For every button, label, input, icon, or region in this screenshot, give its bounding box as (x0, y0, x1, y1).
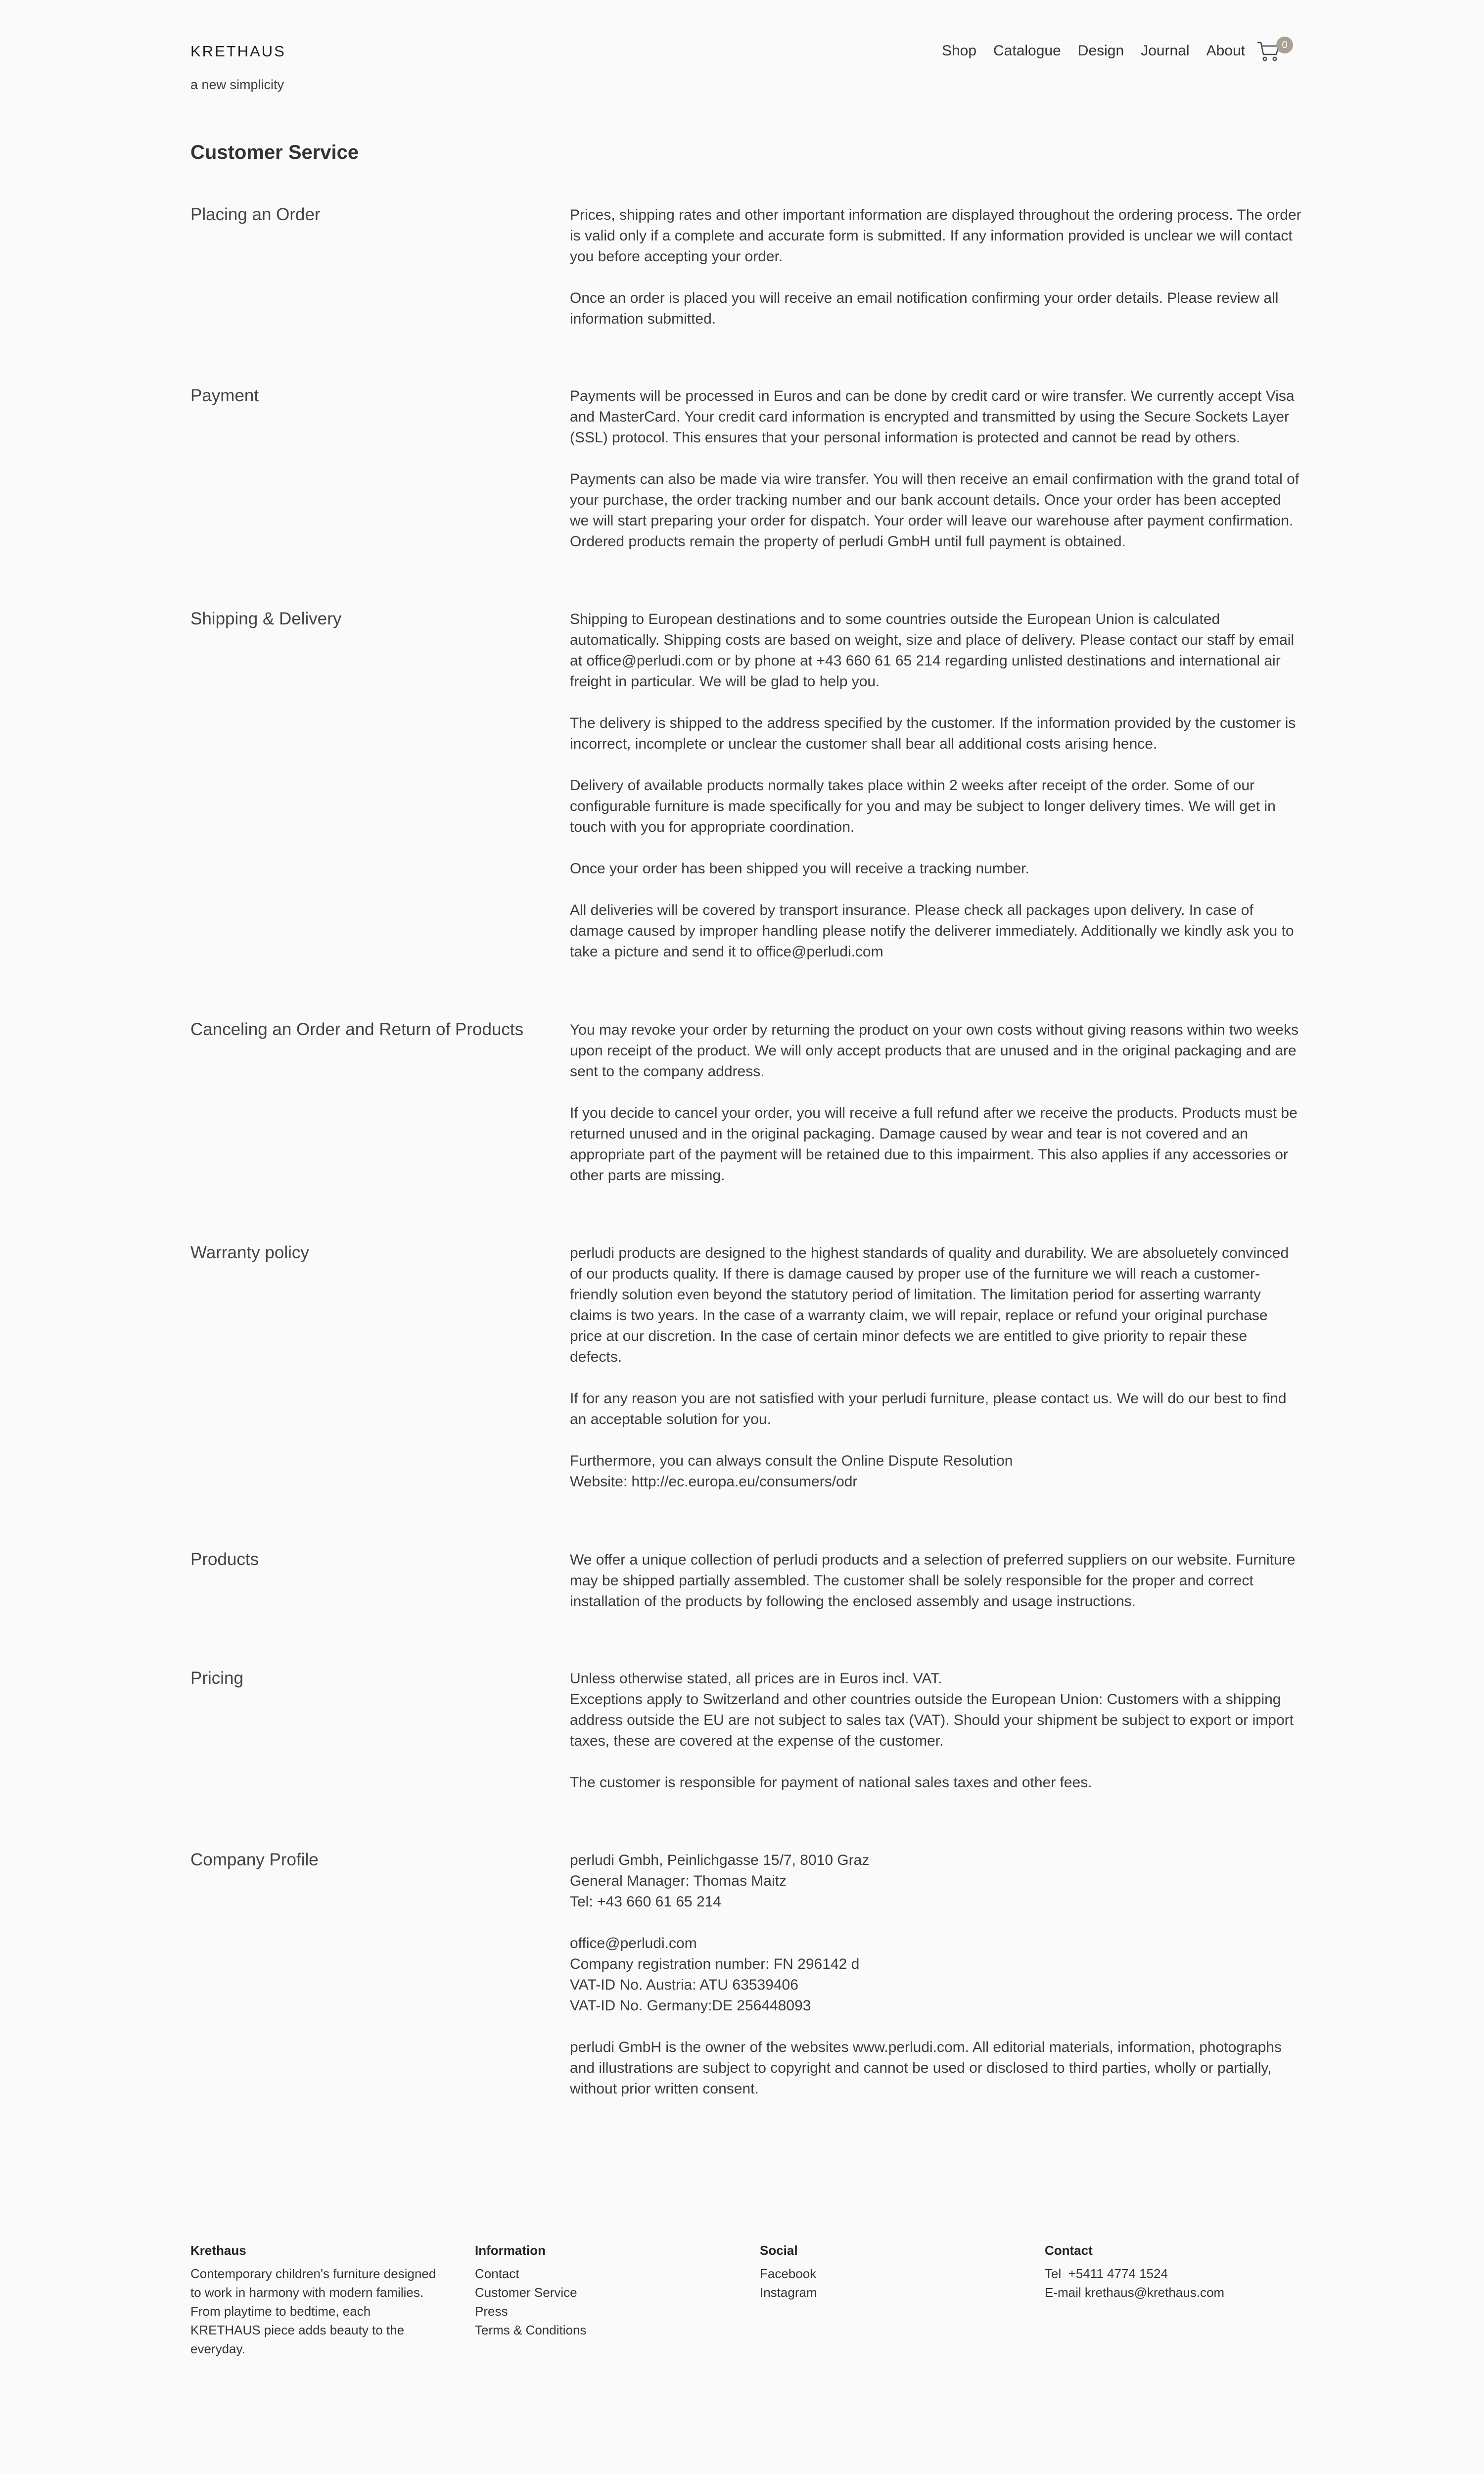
footer-link-contact[interactable]: Contact (475, 2266, 519, 2281)
section-paragraph: perludi products are designed to the highest standards of quality and durability. We are absoluetely convinced of our products quality. If there is damage caused by proper use of the furniture we will reach a customer-friendly solution even beyond the statutory period of limitation. The limitation period for asserting warranty claims is two years. In the case of a warranty claim, we will repair, replace or refund your original purchase price at our discretion. In the case of certain minor defects we are entitled to give priority to repair these defects. (570, 1245, 1289, 1365)
page-title: Customer Service (190, 142, 359, 163)
nav-catalogue[interactable]: Catalogue (993, 43, 1061, 59)
section-body (570, 1850, 1302, 2120)
footer-link-facebook[interactable]: Facebook (760, 2266, 817, 2281)
section-label: Placing an Order (190, 205, 321, 224)
footer-information-title: Information (475, 2243, 546, 2258)
section-label: Canceling an Order and Return of Products (190, 1020, 524, 1039)
section-paragraph: Furthermore, you can always consult the Online Dispute Resolution Website: http://ec.europa.eu/consumers/odr (570, 1453, 1013, 1490)
footer-about-title: Krethaus (190, 2243, 246, 2258)
section-body (570, 1243, 1302, 1513)
section-paragraph: The delivery is shipped to the address specified by the customer. If the information provided by the customer is incorrect, incomplete or unclear the customer shall bear all additional costs arising hence. (570, 715, 1296, 752)
section-paragraph: Shipping to European destinations and to some countries outside the European Union is calculated automatically. Shipping costs are based on weight, size and place of delivery. Please contact our staff by email at office@perludi.com or by phone at +43 660 61 65 214 regarding unlisted destinations and international air freight in particular. We will be glad to help you. (570, 611, 1295, 690)
footer-link-press[interactable]: Press (475, 2304, 508, 2319)
section-label: Products (190, 1550, 259, 1569)
section-paragraph: The customer is responsible for payment of national sales taxes and other fees. (570, 1774, 1092, 1791)
section-body (570, 386, 1302, 573)
section-paragraph: Once an order is placed you will receive an email notification confirming your order details. Please review all information submitted. (570, 290, 1279, 327)
section-label: Company Profile (190, 1850, 319, 1869)
section-label: Payment (190, 386, 259, 405)
section-body (570, 609, 1302, 983)
logo-link[interactable]: KRETHAUS (190, 43, 286, 60)
section-paragraph: Unless otherwise stated, all prices are in Euros incl. VAT. Exceptions apply to Switzerland and other countries outside the European Union: Customers with a shipping address outside the EU are not subject to sales tax (VAT). Should your shipment be subject to export or import taxes, these are covered at the expense of the customer. (570, 1670, 1294, 1749)
footer-social-title: Social (760, 2243, 798, 2258)
footer-link-customer-service[interactable]: Customer Service (475, 2285, 577, 2300)
footer-about-text: Contemporary children's furniture designed to work in harmony with modern families. From playtime to bedtime, each KRETHAUS piece adds beauty to the everyday. (190, 2266, 436, 2356)
section-paragraph: We offer a unique collection of perludi products and a selection of preferred suppliers on our website. Furniture may be shipped partially assembled. The customer shall be solely responsible for the proper and correct installation of the products by following the enclosed assembly and usage instructions. (570, 1552, 1296, 1610)
cart-count-badge: 0 (1276, 37, 1293, 53)
section-paragraph: All deliveries will be covered by transport insurance. Please check all packages upon delivery. In case of damage caused by improper handling please notify the deliverer immediately. Additionally we kindly ask you to take a picture and send it to office@perludi.com (570, 902, 1294, 960)
footer-about (190, 2241, 438, 2358)
footer-contact (1045, 2241, 1292, 2302)
section-label: Warranty policy (190, 1243, 309, 1262)
nav-about[interactable]: About (1206, 43, 1245, 59)
section-paragraph: perludi GmbH is the owner of the websites www.perludi.com. All editorial materials, information, photographs and illustrations are subject to copyright and cannot be used or disclosed to third parties, wholly or partially, without prior written consent. (570, 2039, 1282, 2097)
section-paragraph: You may revoke your order by returning the product on your own costs without giving reasons within two weeks upon receipt of the product. We will only accept products that are unused and in the original packaging and are sent to the company address. (570, 1022, 1298, 1080)
footer-link-instagram[interactable]: Instagram (760, 2285, 817, 2300)
nav-shop[interactable]: Shop (941, 43, 977, 59)
section-paragraph: office@perludi.com Company registration number: FN 296142 d VAT-ID No. Austria: ATU 63539406 VAT-ID No. Germany:DE 256448093 (570, 1935, 860, 2014)
main-nav (925, 43, 1245, 59)
nav-journal[interactable]: Journal (1141, 43, 1190, 59)
section-paragraph: Payments can also be made via wire transfer. You will then receive an email confirmation with the grand total of your purchase, the order tracking number and our bank account details. Once your order has been accepted we will start preparing your order for dispatch. Your order will leave our warehouse after payment confirmation. Ordered products remain the property of perludi GmbH until full payment is obtained. (570, 471, 1299, 550)
footer-contact-email: E-mail krethaus@krethaus.com (1045, 2285, 1225, 2300)
section-paragraph: If for any reason you are not satisfied with your perludi furniture, please contact us. We will do our best to find an acceptable solution for you. (570, 1390, 1287, 1427)
footer-contact-phone: Tel +5411 4774 1524 (1045, 2266, 1168, 2281)
section-label: Shipping & Delivery (190, 609, 342, 628)
nav-design[interactable]: Design (1077, 43, 1124, 59)
section-label: Pricing (190, 1668, 243, 1688)
footer-information (475, 2241, 722, 2339)
section-paragraph: perludi Gmbh, Peinlichgasse 15/7, 8010 Graz General Manager: Thomas Maitz Tel: +43 660 61 65 214 (570, 1852, 870, 1910)
footer-social (760, 2241, 1007, 2302)
footer-link-terms[interactable]: Terms & Conditions (475, 2323, 587, 2337)
tagline: a new simplicity (190, 77, 284, 92)
section-body (570, 205, 1302, 350)
section-paragraph: If you decide to cancel your order, you will receive a full refund after we receive the products. Products must be returned unused and in the original packaging. Damage caused by wear and tear is not covered and an appropriate part of the payment will be retained due to this impairment. This also applies if any accessories or other parts are missing. (570, 1105, 1298, 1184)
section-body (570, 1668, 1302, 1814)
footer-contact-title: Contact (1045, 2243, 1093, 2258)
section-body (570, 1020, 1302, 1207)
section-paragraph: Once your order has been shipped you will receive a tracking number. (570, 860, 1029, 877)
section-paragraph: Payments will be processed in Euros and can be done by credit card or wire transfer. We currently accept Visa and MasterCard. Your credit card information is encrypted and transmitted by using the Secure Sockets Layer (SSL) protocol. This ensures that your personal information is protected and cannot be read by others. (570, 388, 1295, 446)
section-body (570, 1550, 1302, 1633)
section-paragraph: Prices, shipping rates and other important information are displayed throughout the ordering process. The order is valid only if a complete and accurate form is submitted. If any information provided is unclear we will contact you before accepting your order. (570, 207, 1301, 265)
section-paragraph: Delivery of available products normally takes place within 2 weeks after receipt of the order. Some of our configurable furniture is made specifically for you and may be subject to longer delivery times. We will get in touch with you for appropriate coordination. (570, 777, 1276, 835)
cart-button[interactable] (1256, 37, 1286, 66)
